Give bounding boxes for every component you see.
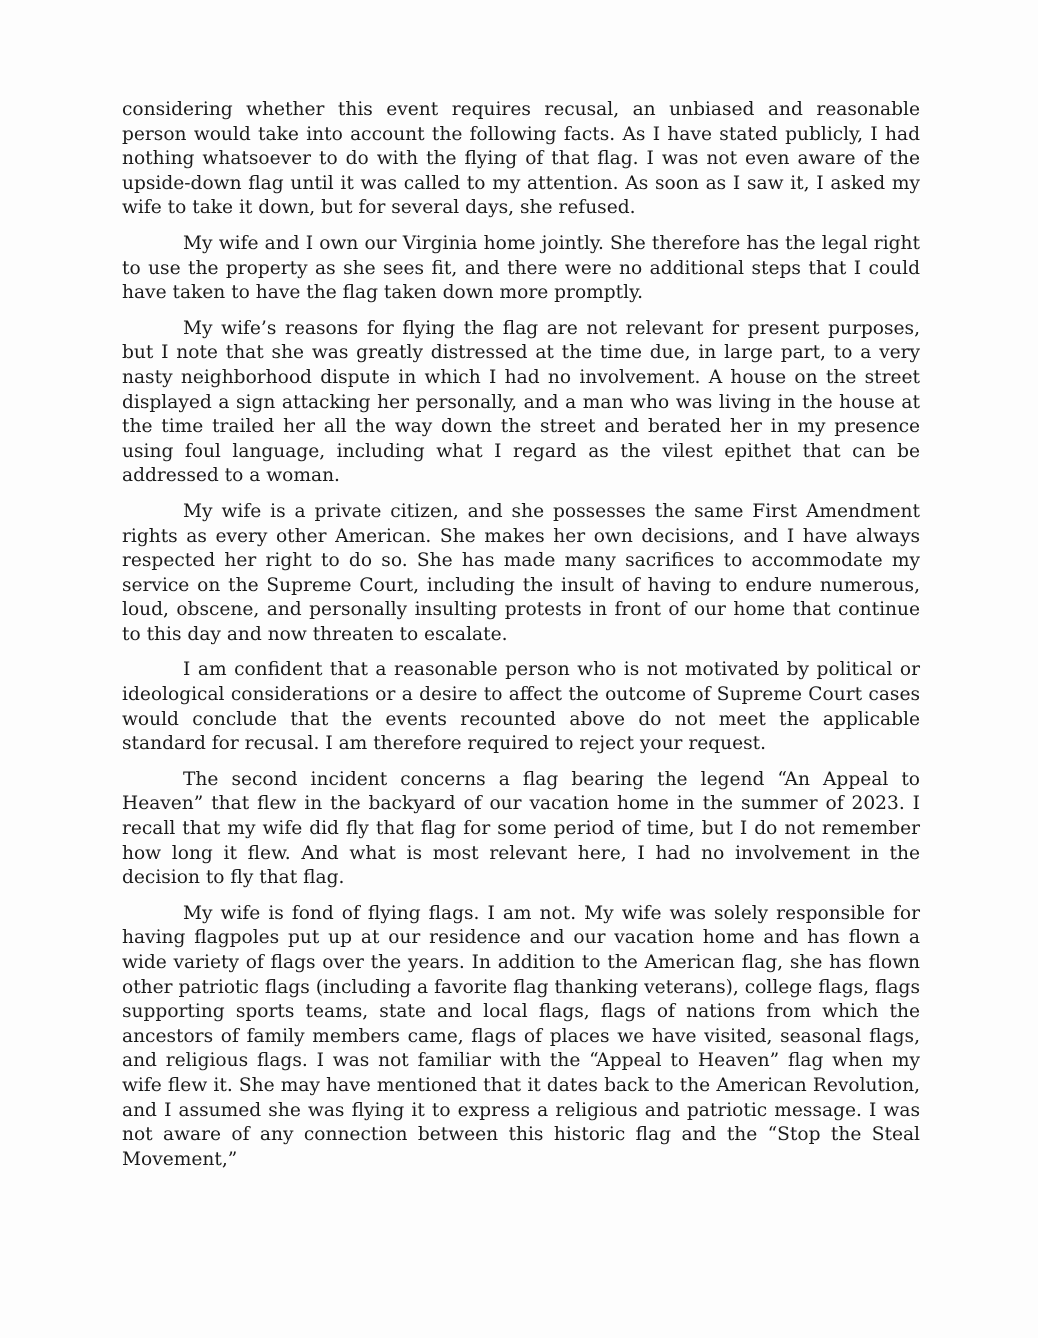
letter-body [122,98,920,1172]
paragraph-neighborhood-dispute: My wife’s reasons for flying the flag are not relevant for present purposes, but I note that she was greatly distressed at the time due, in large part, to a very nasty neighborhood dispute in which I had no involvement. A house on the street displayed a sign attacking her personally, and a man who was living in the house at the time trailed her all the way down the street and berated her in my presence using foul language, including what I regard as the vilest epithet that can be addressed to a woman. [122,317,920,487]
paragraph-appeal-to-heaven: The second incident concerns a flag bearing the legend “An Appeal to Heaven” that flew in the backyard of our vacation home in the summer of 2023. I recall that my wife did fly that flag for some period of time, but I do not remember how long it flew. And what is most relevant here, I had no involvement in the decision to fly that flag. [122,768,920,889]
paragraph-joint-ownership: My wife and I own our Virginia home jointly. She therefore has the legal right to use the property as she sees fit, and there were no additional steps that I could have taken to have the flag taken down more promptly. [122,232,920,304]
paragraph-flags: My wife is fond of flying flags. I am not. My wife was solely responsible for having flagpoles put up at our residence and our vacation home and has flown a wide variety of flags over the years. In addition to the American flag, she has flown other patriotic flags (including a favorite flag thanking veterans), college flags, flags supporting sports teams, state and local flags, flags of nations from which the ancestors of family members came, flags of places we have visited, seasonal flags, and religious flags. I was not familiar with the “Appeal to Heaven” flag when my wife flew it. She may have mentioned that it dates back to the American Revolution, and I assumed she was flying it to express a religious and patriotic message. I was not aware of any connection between this historic flag and the “Stop the Steal Movement,” [122,902,920,1170]
paragraph-recusal-facts: considering whether this event requires recusal, an unbiased and reasonable person would take into account the following facts. As I have stated publicly, I had nothing whatsoever to do with the flying of that flag. I was not even aware of the upside-down flag until it was called to my attention. As soon as I saw it, I asked my wife to take it down, but for several days, she refused. [122,99,920,219]
paragraph-first-amendment: My wife is a private citizen, and she possesses the same First Amendment rights as every other American. She makes her own decisions, and I have always respected her right to do so. She has made many sacrifices to accommodate my service on the Supreme Court, including the insult of having to endure numerous, loud, obscene, and personally insulting protests in front of our home that continue to this day and now threaten to escalate. [122,500,920,645]
paragraph-reasonable-person: I am confident that a reasonable person who is not motivated by political or ideological considerations or a desire to affect the outcome of Supreme Court cases would conclude that the events recounted above do not meet the applicable standard for recusal. I am therefore required to reject your request. [122,659,920,755]
